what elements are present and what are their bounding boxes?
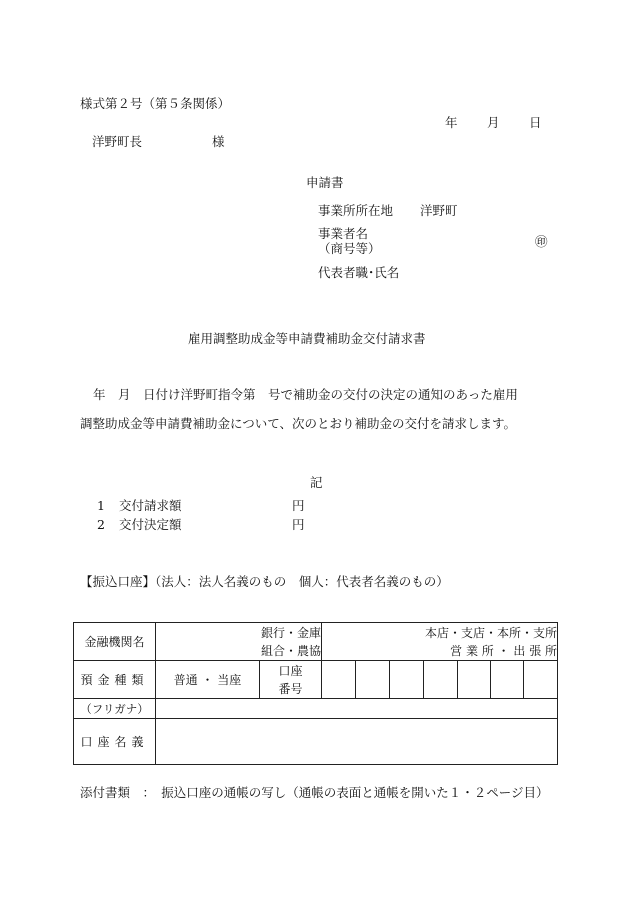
furigana-input-cell[interactable]: [156, 699, 558, 719]
furigana-label: （フリガナ）: [80, 701, 149, 716]
transfer-heading-note: （法人：法人名義のもの 個人：代表者名義のもの）: [155, 574, 449, 589]
date-day-label: 日: [529, 115, 542, 130]
institution-label-cell: [74, 623, 156, 661]
account-digit-box[interactable]: [390, 661, 424, 699]
addressee-name: 洋野町長: [92, 134, 143, 149]
attachment-note: 添付書類 ： 振込口座の通帳の写し（通帳の表面と通帳を開いた１・２ページ目）: [80, 785, 549, 800]
holder-label: 口座名義: [80, 735, 149, 749]
branch-type-cell[interactable]: [322, 623, 558, 661]
deposit-options: 普通 ・ 当座: [173, 673, 242, 687]
deposit-options-cell[interactable]: [156, 661, 260, 699]
address-value: 洋野町: [420, 203, 458, 218]
seal-mark: ㊞: [535, 234, 548, 249]
item-2-number: 2: [97, 517, 105, 532]
address-label: 事業所所在地: [318, 203, 394, 218]
bank-types-1: 銀行・金庫: [261, 625, 322, 640]
form-number: 様式第２号（第５条関係）: [80, 96, 231, 111]
branch-types-1: 本店・支店・本所・支所: [425, 625, 558, 640]
item-2-label: 交付決定額: [119, 517, 182, 532]
addressee-honorific: 様: [212, 134, 225, 149]
account-digit-box[interactable]: [322, 661, 356, 699]
bank-type-cell[interactable]: [156, 623, 322, 661]
bank-account-table: [73, 622, 558, 765]
document-title: 雇用調整助成金等申請費補助金交付請求書: [188, 331, 426, 346]
institution-label: 金融機関名: [84, 635, 145, 649]
account-number-label-cell: [260, 661, 322, 699]
body-line-2: 調整助成金等申請費補助金について、次のとおり補助金の交付を請求します。: [80, 416, 517, 431]
account-digit-box[interactable]: [524, 661, 558, 699]
account-digit-box[interactable]: [458, 661, 491, 699]
item-1-label: 交付請求額: [119, 498, 182, 513]
transfer-heading-label: 【振込口座】: [80, 574, 156, 589]
body-line-1: 年 月 日付け洋野町指令第 号で補助金の交付の決定の通知のあった雇用: [93, 387, 518, 402]
deposit-label-cell: [74, 661, 156, 699]
holder-input-cell[interactable]: [156, 719, 558, 765]
deposit-label: 預金種類: [80, 673, 149, 687]
account-digit-box[interactable]: [491, 661, 524, 699]
applicant-heading: 申請書: [306, 175, 344, 190]
account-number-label-2: 番号: [278, 681, 303, 696]
account-digit-box[interactable]: [424, 661, 458, 699]
bank-types-2: 組合・農協: [261, 643, 322, 658]
account-number-label-1: 口座: [278, 663, 303, 678]
transfer-heading: [80, 576, 449, 589]
branch-types-2: 営 業 所 ・ 出 張 所: [450, 643, 558, 658]
business-name-sub: （商号等）: [318, 241, 381, 256]
item-2-unit: 円: [292, 517, 305, 532]
holder-label-cell: [74, 719, 156, 765]
item-1-number: 1: [97, 498, 105, 513]
date-year-label: 年: [445, 115, 458, 130]
business-name-label: 事業者名: [318, 226, 369, 241]
representative-label: 代表者職･氏名: [318, 265, 400, 280]
account-digit-box[interactable]: [356, 661, 390, 699]
date-month-label: 月: [487, 115, 500, 130]
furigana-label-cell: [74, 699, 156, 719]
item-1-unit: 円: [292, 498, 305, 513]
ki-heading: 記: [310, 475, 323, 490]
